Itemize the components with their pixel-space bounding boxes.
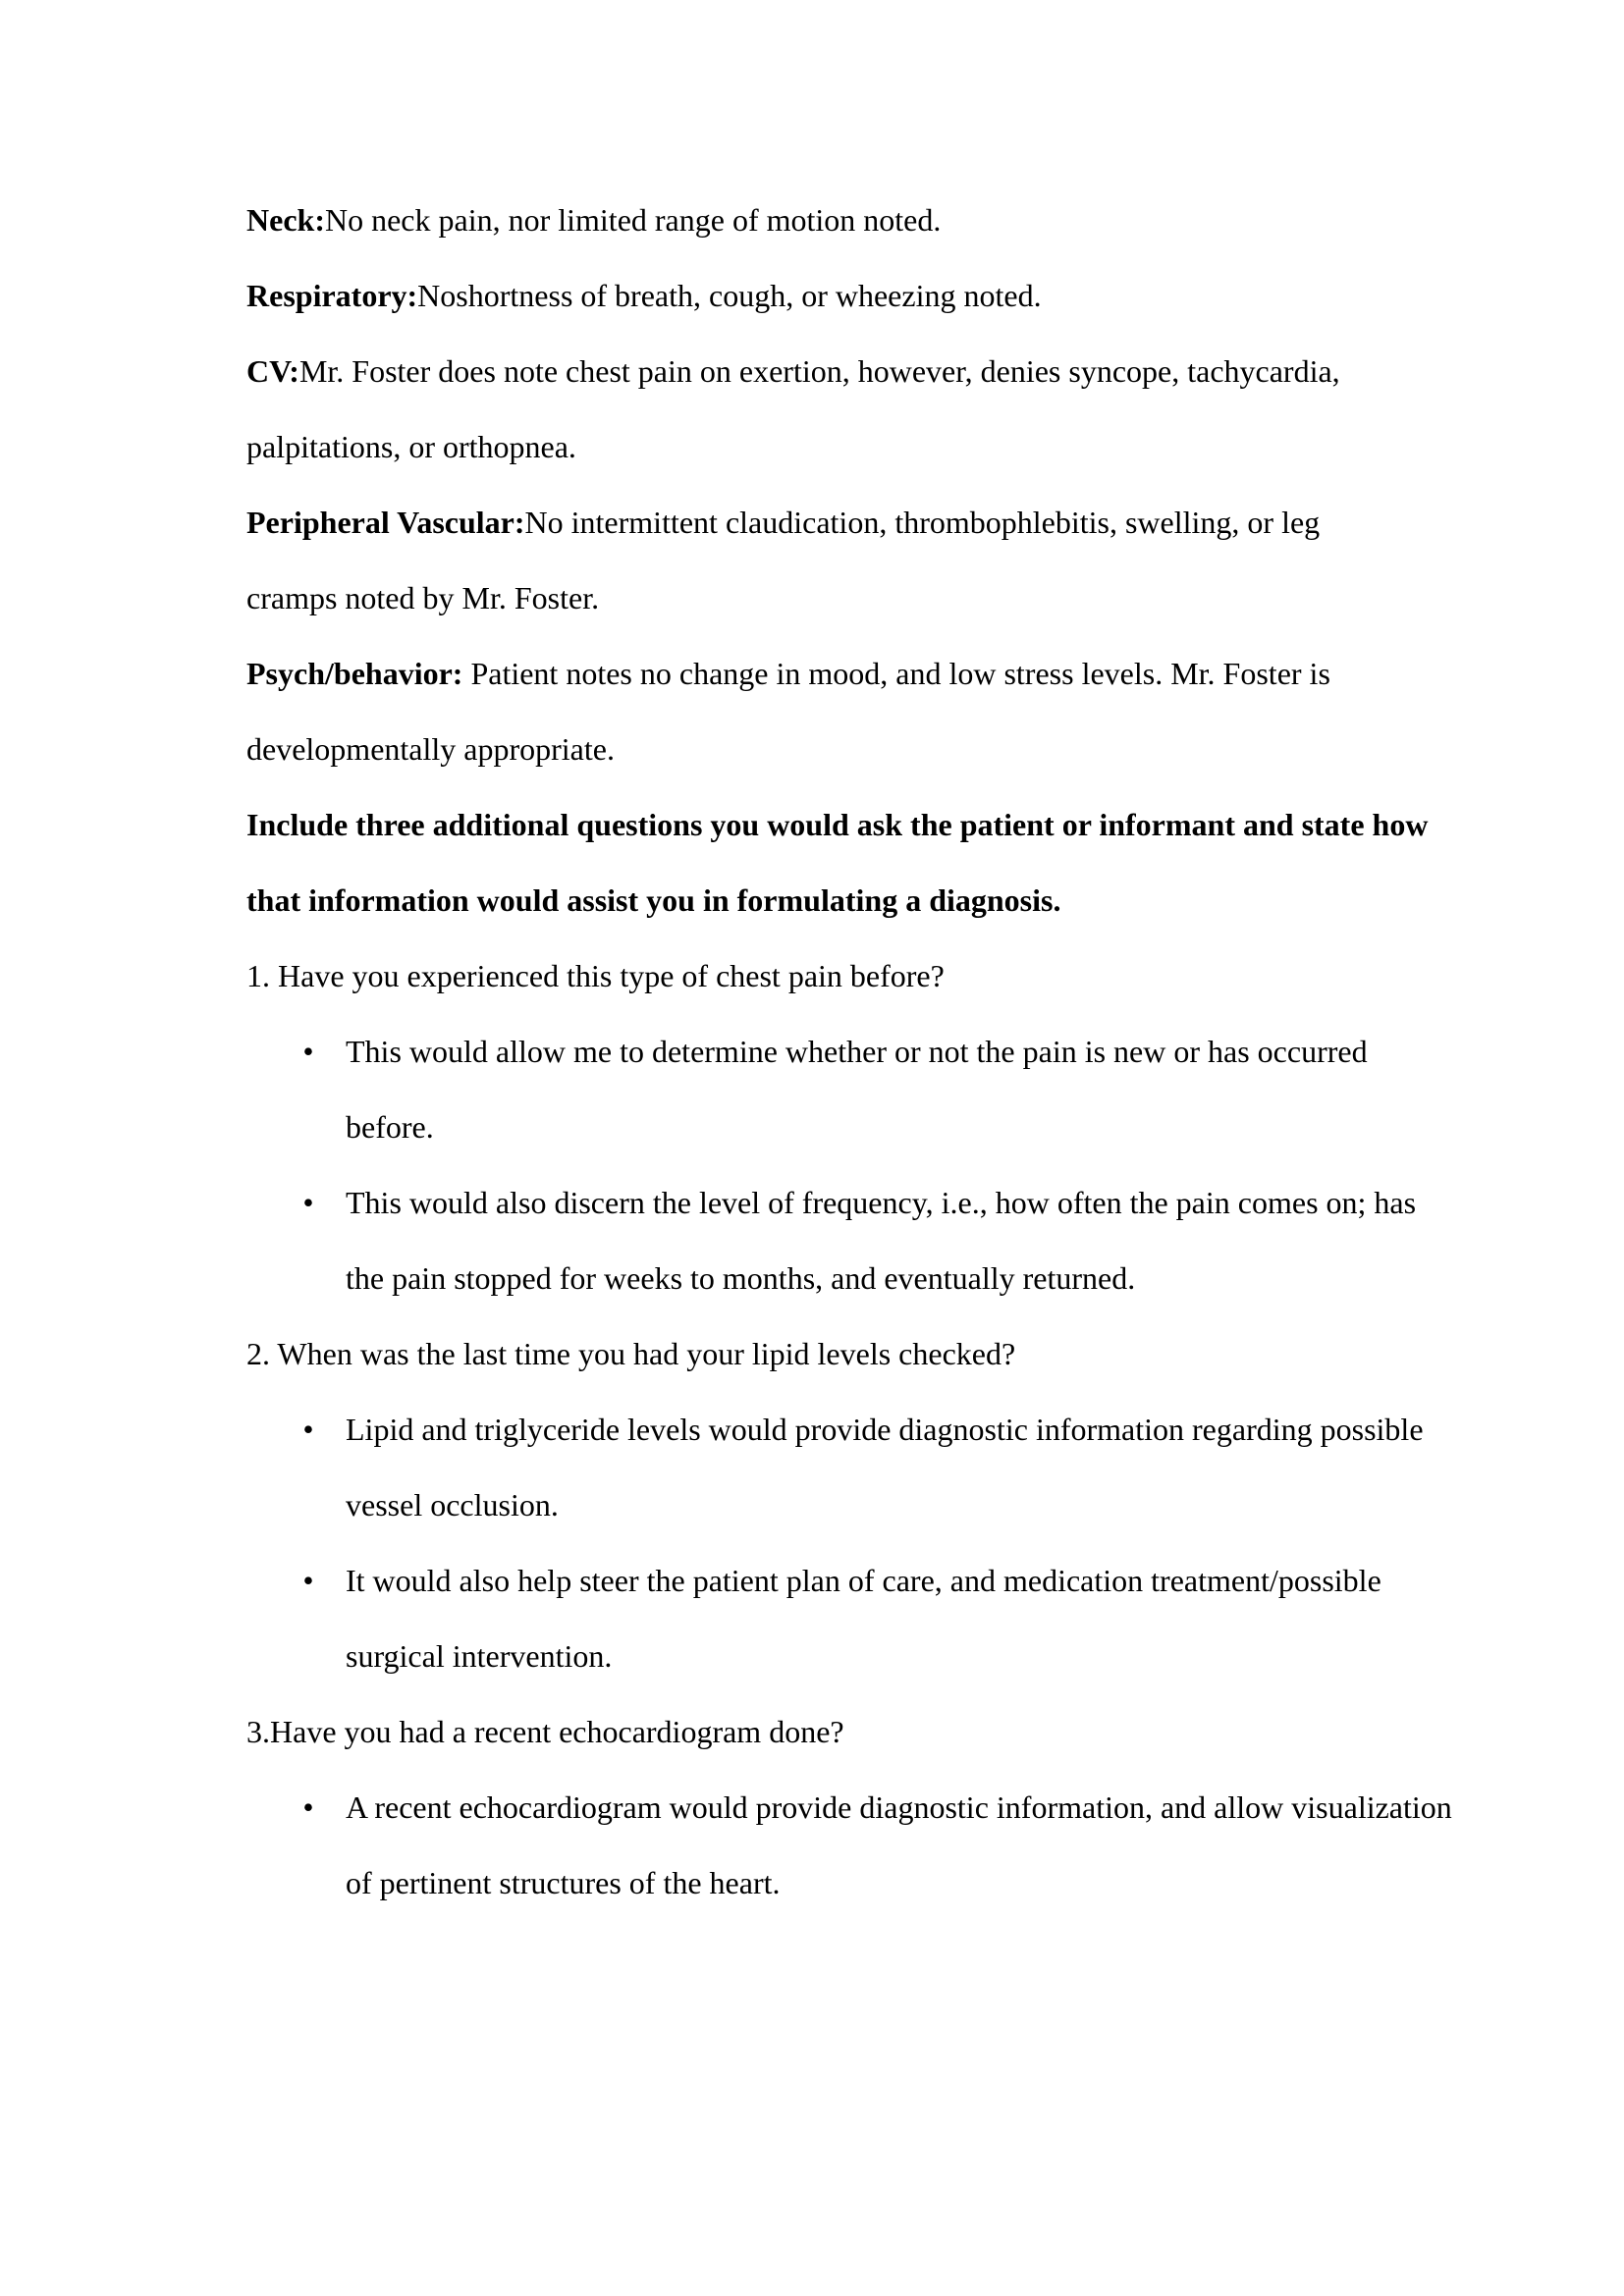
ros-cv	[246, 334, 1425, 485]
bullet-text: It would also help steer the patient plan of care, and medication treatment/possible surgical intervention.	[346, 1563, 1381, 1674]
ros-psych-behavior	[246, 636, 1415, 787]
bullet-text: Lipid and triglyceride levels would provide diagnostic information regarding possible vessel occlusion.	[346, 1412, 1424, 1522]
bullet-icon: •	[302, 1034, 314, 1069]
section-prompt: Include three additional questions you would ask the patient or informant and state how that information would assist you in formulating a diagnosis.	[246, 807, 1429, 918]
question-3: 3.Have you had a recent echocardiogram done?	[246, 1714, 844, 1749]
ros-respiratory	[246, 258, 1454, 334]
ros-text: No intermittent claudication, thrombophlebitis, swelling, or leg cramps noted by Mr. Foster.	[246, 505, 1321, 615]
bullet-icon: •	[302, 1412, 314, 1447]
ros-label: CV:	[246, 353, 299, 389]
bullet-text: A recent echocardiogram would provide diagnostic information, and allow visualization of pertinent structures of the heart.	[346, 1789, 1452, 1900]
bullet-icon: •	[302, 1789, 314, 1825]
ros-label: Psych/behavior:	[246, 656, 463, 691]
bullet-text: This would also discern the level of frequency, i.e., how often the pain comes on; has the pain stopped for weeks to months, and eventually returned.	[346, 1185, 1417, 1296]
question-2: 2. When was the last time you had your lipid levels checked?	[246, 1336, 1016, 1371]
ros-text: Noshortness of breath, cough, or wheezing noted.	[417, 278, 1042, 313]
ros-label: Respiratory:	[246, 278, 418, 313]
ros-label: Neck:	[246, 202, 325, 238]
question-1: 1. Have you experienced this type of chest pain before?	[246, 958, 945, 993]
ros-label: Peripheral Vascular:	[246, 505, 525, 540]
bullet-icon: •	[302, 1563, 314, 1598]
ros-neck	[246, 183, 1454, 258]
document-page	[246, 183, 1454, 1921]
ros-text: No neck pain, nor limited range of motion noted.	[324, 202, 942, 238]
list-item	[246, 1770, 1454, 1921]
list-item	[246, 1014, 1454, 1165]
ros-peripheral-vascular	[246, 485, 1405, 636]
ros-text: Mr. Foster does note chest pain on exertion, however, denies syncope, tachycardia, palpitations, or orthopnea.	[246, 353, 1340, 464]
list-item	[246, 1543, 1454, 1694]
list-item	[246, 1392, 1454, 1543]
bullet-text: This would allow me to determine whether or not the pain is new or has occurred before.	[346, 1034, 1368, 1145]
list-item	[246, 1165, 1454, 1316]
ros-text: Patient notes no change in mood, and low stress levels. Mr. Foster is developmentally appropriate.	[246, 656, 1330, 767]
bullet-icon: •	[302, 1185, 314, 1220]
